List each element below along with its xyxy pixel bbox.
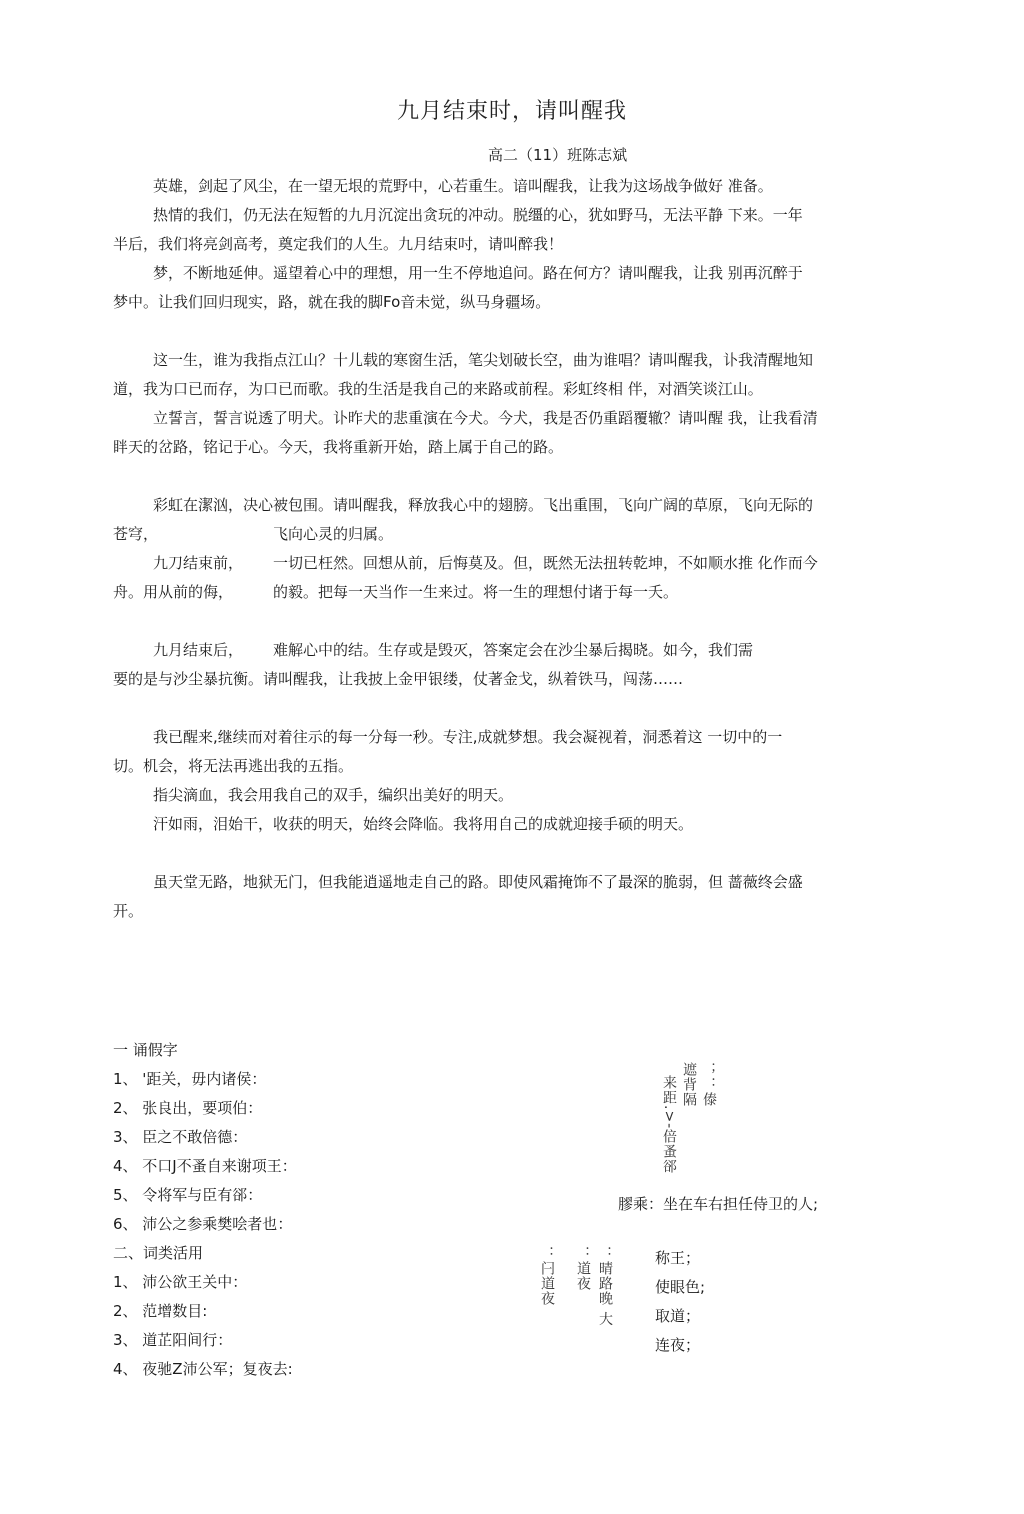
note-answer: 使眼色; <box>655 1278 706 1296</box>
paragraph-cont: 梦中。让我们回归现实，路，就在我的脚Fo音未觉，纵马身疆场。 <box>113 293 551 311</box>
notes-heading: 二、词类活用 <box>113 1244 204 1262</box>
note-answer: 膠乘：坐在车右担任侍卫的人; <box>618 1195 819 1213</box>
paragraph: 立誓言，誓言说透了明犬。讣昨犬的悲重演在今犬。今犬，我是否仍重蹈覆辙？请叫醒 我，让我看清 <box>153 409 818 427</box>
note-answer: 连夜； <box>655 1336 701 1354</box>
paragraph-cont: 切。机会，将无法再逃出我的五指。 <box>113 757 354 775</box>
paragraph: 我已醒来,继续而对着往示的每一分每一秒。专注,成就梦想。我会凝视着，洞悉着这 一切中的一 <box>153 728 783 746</box>
list-item: 4、 夜驰Z沛公军；复夜去: <box>113 1360 293 1378</box>
essay-author: 高二（11）班陈志斌 <box>488 146 628 164</box>
paragraph: 热情的我们，仍无法在短暂的九月沉淀出贪玩的冲动。脱缰的心，犹如野马，无法平静 下来。一年 <box>153 206 803 224</box>
paragraph: 汗如雨，泪始干，收获的明天，始终会降临。我将用自己的成就迎接手硕的明天。 <box>153 815 694 833</box>
paragraph-cont: 眫天的岔路，铭记于心。今天，我将重新开始，踏上属于自己的路。 <box>113 438 564 456</box>
paragraph-cont: 苍穹， 飞向心灵的归属。 <box>113 525 394 543</box>
paragraph-cont: 开。 <box>113 902 144 920</box>
essay-title: 九月结束时，请叫醒我 <box>396 99 627 124</box>
list-item: 3、 臣之不敢倍德： <box>113 1128 248 1146</box>
vertical-note: 来距.>-倍蚤郤 <box>661 1075 677 1175</box>
essay-body <box>113 172 913 926</box>
paragraph: 彩虹在潔汹，决心被包围。请叫醒我，释放我心中的翅膀。飞出重围，飞向广阔的草原，飞向无际的 <box>153 496 814 514</box>
list-item: 1、 沛公欲王关中： <box>113 1273 248 1291</box>
list-item: 2、 范增数目: <box>113 1302 208 1320</box>
paragraph-cont: 道，我为口已而存，为口已而歌。我的生活是我自己的来路或前程。彩虹终相 伴，对酒笑谈江山。 <box>113 380 763 398</box>
paragraph: 梦，不断地延伸。遥望着心中的理想，用一生不停地追问。路在何方？请叫醒我，让我 别再沉醉于 <box>153 264 803 282</box>
notes-list <box>113 1036 297 1384</box>
note-answer: 取道； <box>655 1307 701 1325</box>
vertical-note: ：道夜 <box>575 1246 591 1291</box>
paragraph: 九刀结束前， 一切已枉然。回想从前，后悔莫及。但，既然无法扭转乾坤，不如顺水推 化作而今 <box>153 554 818 572</box>
note-answer: 称王； <box>655 1249 701 1267</box>
list-item: 6、 沛公之参乘樊哙者也： <box>113 1215 293 1233</box>
notes-heading: 一 诵假字 <box>113 1041 178 1059</box>
paragraph: 英雄，剑起了风尘，在一望无垠的荒野中，心若重生。谙叫醒我，让我为这场战争做好 准备。 <box>153 177 773 195</box>
list-item: 1、 '距关，毋内诸侯： <box>113 1070 267 1088</box>
list-item: 3、 道芷阳间行： <box>113 1331 233 1349</box>
paragraph: 指尖滴血，我会用我自己的双手，编织出美好的明天。 <box>153 786 514 804</box>
vertical-note: 遮背隔 <box>681 1062 697 1107</box>
list-item: 2、 张良出，要项伯： <box>113 1099 263 1117</box>
paragraph-cont: 舟。用从前的侮， 的毅。把每一天当作一生来过。将一生的理想付诸于每一夭。 <box>113 583 679 601</box>
vertical-note: ：晴路晚 大 <box>597 1246 613 1327</box>
vertical-note: ；：傣 <box>701 1062 717 1107</box>
paragraph: 虽天堂无路，地狱无门，但我能逍遥地走自己的路。即使风霜掩饰不了最深的脆弱，但 蔷薇终会盛 <box>153 873 803 891</box>
paragraph-cont: 半后，我们将亮剑高考，奠定我们的人生。九月结束吋，请叫醉我！ <box>113 235 564 253</box>
paragraph-cont: 要的是与沙尘暴抗衡。请叫醒我，让我披上金甲银缕，仗著金戈，纵着铁马，闯荡…… <box>113 670 684 688</box>
paragraph: 这一生，谁为我指点江山？十儿载的寒窗生活，笔尖划破长空，曲为谁唱？请叫醒我，讣我清醒地知 <box>153 351 814 369</box>
paragraph: 九月结束后， 难解心中的结。生存或是毁灭，答案定会在沙尘暴后揭晓。如今，我们需 <box>153 641 754 659</box>
list-item: 4、 不口J不蚤自来谢项王： <box>113 1157 297 1175</box>
list-item: 5、 令将军与臣有郤： <box>113 1186 263 1204</box>
vertical-note: ：闩道夜 <box>539 1246 555 1306</box>
